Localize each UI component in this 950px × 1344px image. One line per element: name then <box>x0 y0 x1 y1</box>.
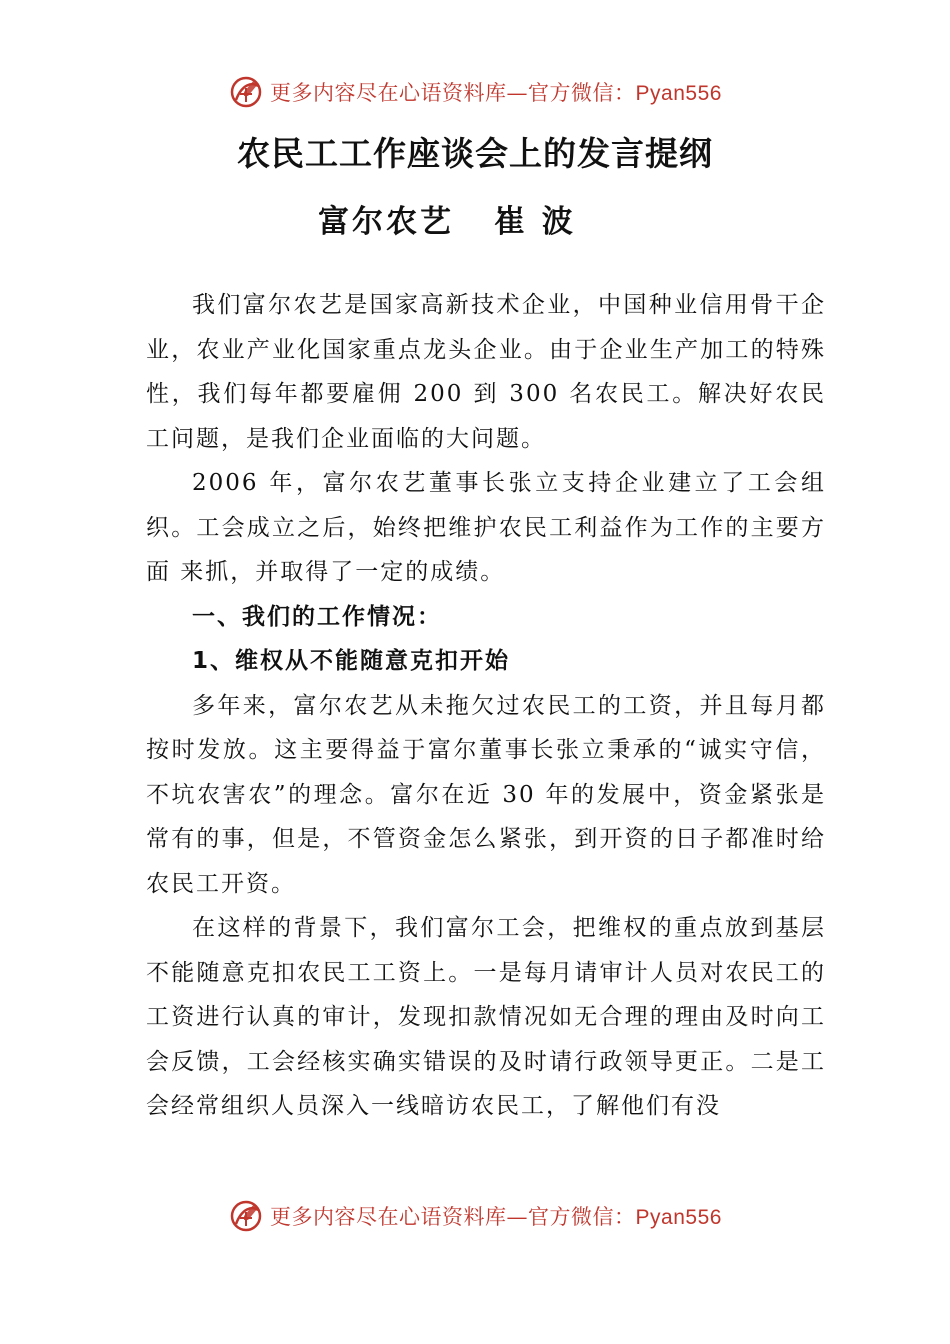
footer-watermark <box>0 1196 950 1236</box>
watermark-label: 更多内容尽在心语资料库—官方微信： <box>270 81 636 105</box>
watermark-text <box>270 1201 722 1231</box>
body-paragraph: 在这样的背景下，我们富尔工会，把维权的重点放到基层不能随意克扣农民工工资上。一是每月请审计人员对农民工的工资进行认真的审计，发现扣款情况如无合理的理由及时向工会反馈，工会经核实确实错误的及时请行政领导更正。二是工会经常组织人员深入一线暗访农民工，了解他们有没 <box>146 915 826 1119</box>
watermark-label: 更多内容尽在心语资料库—官方微信： <box>270 1205 636 1229</box>
watermark-wechat-id: Pyan556 <box>635 1206 722 1229</box>
brand-logo-icon <box>228 74 264 110</box>
body-paragraph: 我们富尔农艺是国家高新技术企业，中国种业信用骨干企业，农业产业化国家重点龙头企业。由于企业生产加工的特殊性，我们每年都要雇佣 200 到 300 名农民工。解决好农民工问题，是我们企业面临的大问题。 <box>146 292 826 452</box>
document-title: 农民工工作座谈会上的发言提纲 <box>237 134 713 173</box>
body-paragraph: 2006 年，富尔农艺董事长张立支持企业建立了工会组织。工会成立之后，始终把维护农民工利益作为工作的主要方面 来抓，并取得了一定的成绩。 <box>146 470 826 585</box>
byline-author: 崔 波 <box>494 204 576 240</box>
brand-logo-icon <box>228 1198 264 1234</box>
document-body <box>146 283 826 1129</box>
subsection-heading: 1、维权从不能随意克扣开始 <box>192 648 511 674</box>
header-watermark <box>0 72 950 112</box>
document-byline <box>318 196 576 241</box>
section-heading: 一、我们的工作情况： <box>192 603 442 630</box>
watermark-text <box>270 77 722 107</box>
byline-organization: 富尔农艺 <box>318 204 454 240</box>
watermark-wechat-id: Pyan556 <box>635 82 722 105</box>
body-paragraph: 多年来，富尔农艺从未拖欠过农民工的工资，并且每月都按时发放。这主要得益于富尔董事长张立秉承的“诚实守信，不坑农害农”的理念。富尔在近 30 年的发展中，资金紧张是常有的事，但是，不管资金怎么紧张，到开资的日子都准时给农民工开资。 <box>146 692 826 897</box>
